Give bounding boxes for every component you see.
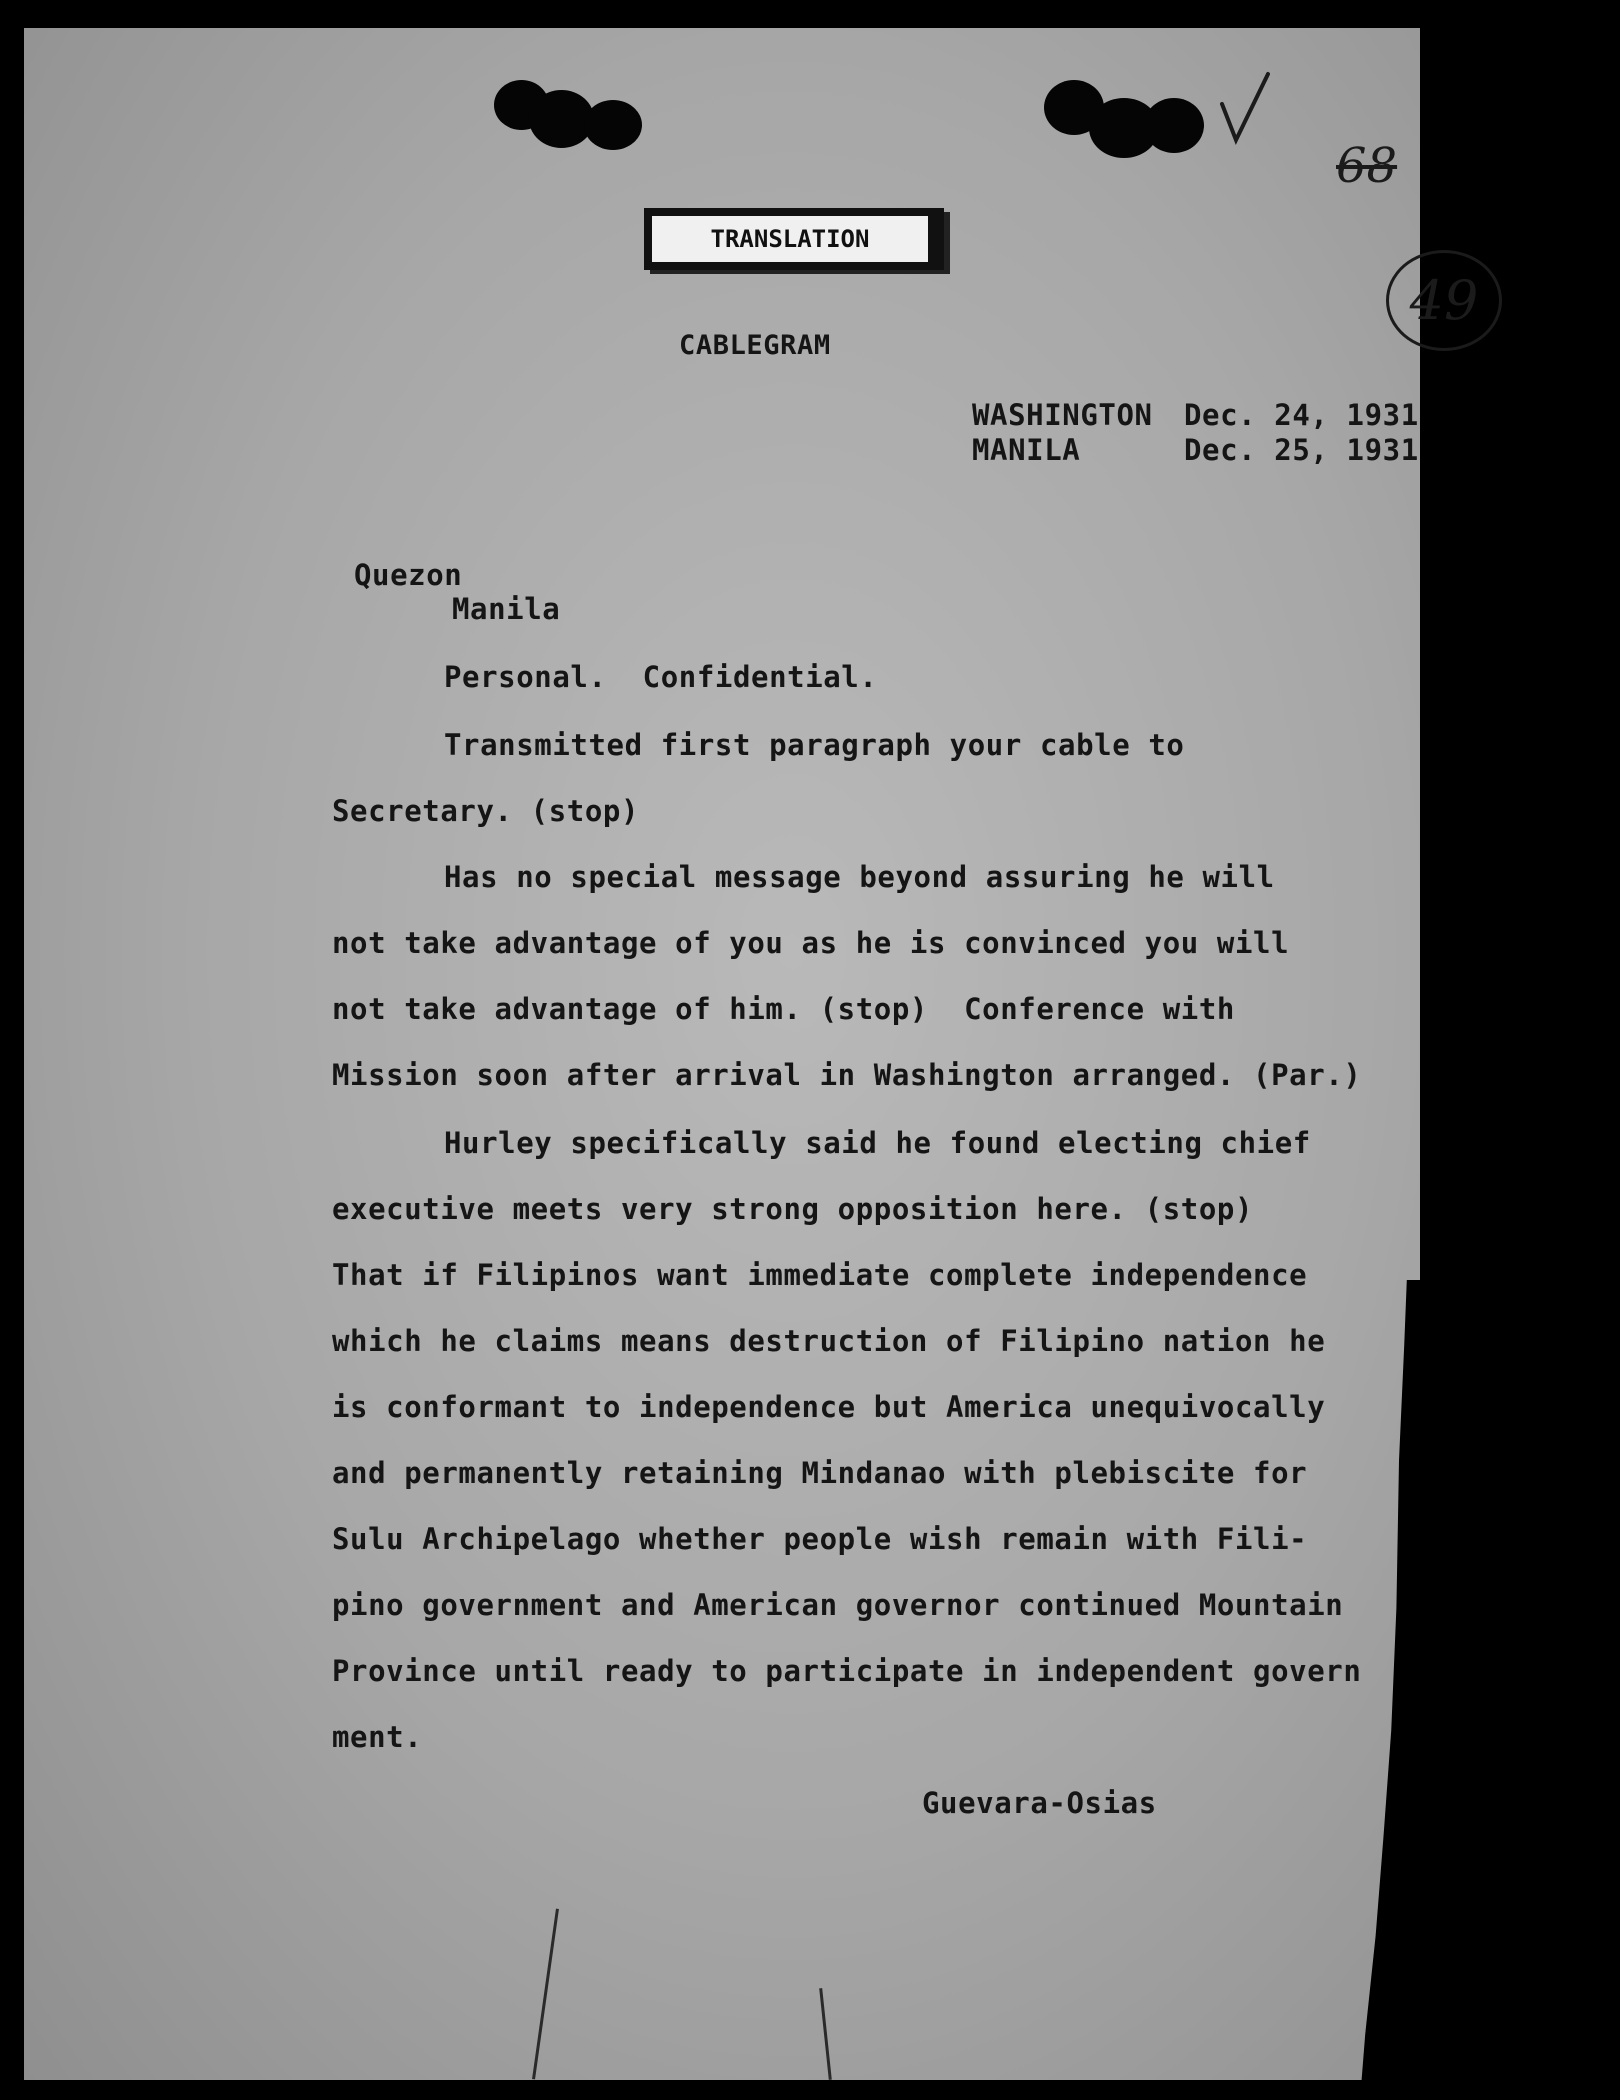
body-line: Secretary. (stop) — [332, 794, 640, 828]
body-line: Province until ready to participate in independent govern — [332, 1654, 1362, 1688]
page-number: 49 — [1409, 269, 1479, 332]
heading: CABLEGRAM — [679, 330, 831, 361]
circled-page-number — [1386, 250, 1502, 351]
signature: Guevara-Osias — [922, 1786, 1157, 1820]
body-line: pino government and American governor continued Mountain — [332, 1588, 1344, 1622]
document-page — [24, 28, 1479, 2080]
body-line: Mission soon after arrival in Washington arranged. (Par.) — [332, 1058, 1362, 1092]
date-place-washington: WASHINGTON — [972, 398, 1153, 432]
date-manila: Dec. 25, 1931 — [1184, 433, 1419, 467]
body-line: Has no special message beyond assuring he will — [444, 860, 1275, 894]
body-line: That if Filipinos want immediate complete independence — [332, 1258, 1308, 1292]
date-washington: Dec. 24, 1931 — [1184, 398, 1419, 432]
body-line: is conformant to independence but America unequivocally — [332, 1390, 1326, 1424]
confidential-marking: Personal. Confidential. — [444, 660, 878, 694]
body-line: not take advantage of you as he is convinced you will — [332, 926, 1290, 960]
body-line: Sulu Archipelago whether people wish remain with Fili- — [332, 1522, 1308, 1556]
body-line: which he claims means destruction of Filipino nation he — [332, 1324, 1326, 1358]
date-place-manila: MANILA — [972, 433, 1081, 467]
paper-crack — [532, 1909, 559, 2080]
body-line: Hurley specifically said he found electing chief — [444, 1126, 1311, 1160]
punch-hole-6 — [1144, 98, 1204, 153]
check-mark-icon — [1214, 68, 1284, 148]
punch-hole-3 — [584, 100, 642, 150]
struck-page-number: 68 — [1336, 138, 1398, 194]
body-line: not take advantage of him. (stop) Conference with — [332, 992, 1235, 1026]
body-line: executive meets very strong opposition here. (stop) — [332, 1192, 1254, 1226]
body-line: ment. — [332, 1720, 423, 1754]
body-line: and permanently retaining Mindanao with plebiscite for — [332, 1456, 1308, 1490]
translation-label: TRANSLATION — [652, 216, 928, 262]
translation-stamp — [644, 208, 944, 270]
paper-crack — [819, 1988, 832, 2080]
recipient-city: Manila — [452, 592, 561, 626]
body-line: Transmitted first paragraph your cable to — [444, 728, 1185, 762]
recipient-name: Quezon — [354, 558, 463, 592]
